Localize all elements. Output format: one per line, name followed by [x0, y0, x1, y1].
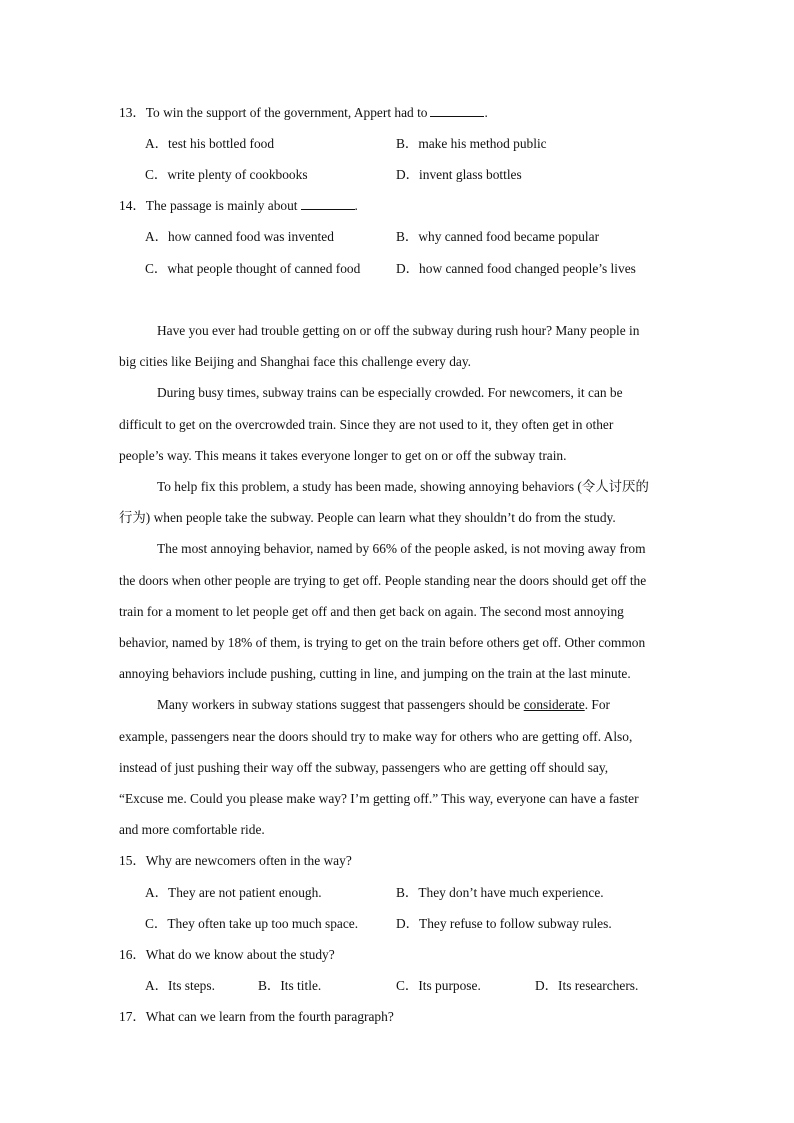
q15-option-a: A．They are not patient enough. [145, 885, 322, 900]
question-14-tail: . [354, 198, 358, 213]
q15-option-c: C．They often take up too much space. [145, 916, 359, 931]
passage-p5-line2: example, passengers near the doors should try to make way for others who are getting off. Also, [119, 729, 633, 744]
passage-p3-line2: 行为) when people take the subway. People can learn what they shouldn’t do from the study. [119, 510, 616, 525]
q16-option-b: B．Its title. [258, 978, 322, 993]
question-14-text: 14．The passage is mainly about [119, 198, 298, 213]
passage-p2-line2: difficult to get on the overcrowded train. Since they are not used to it, they often get in other [119, 417, 614, 432]
passage-p4-line4: behavior, named by 18% of them, is trying to get on the train before others get off. Other common [119, 635, 646, 650]
passage-p5-line3: instead of just pushing their way off the subway, passengers who are getting off should say, [119, 760, 609, 775]
q16-option-a: A．Its steps. [145, 978, 215, 993]
question-13-tail: . [484, 105, 488, 120]
passage-p4-line3: train for a moment to let people get off and then get back on again. The second most annoying [119, 604, 624, 619]
q14-option-c: C．what people thought of canned food [145, 261, 361, 276]
q13-option-d: D．invent glass bottles [396, 167, 522, 182]
passage-p5-text: Many workers in subway stations suggest that passengers should be [157, 697, 521, 712]
q15-option-b: B．They don’t have much experience. [396, 885, 604, 900]
passage-p5-line5: and more comfortable ride. [119, 822, 265, 837]
passage-p5-line4: “Excuse me. Could you please make way? I’m getting off.” This way, everyone can have a faster [119, 791, 639, 806]
q14-option-a: A．how canned food was invented [145, 229, 334, 244]
passage-p3-line1: To help fix this problem, a study has been made, showing annoying behaviors (令人讨厌的 [157, 479, 649, 494]
question-13-stem [119, 105, 488, 121]
passage-p4-line1: The most annoying behavior, named by 66% of the people asked, is not moving away from [157, 541, 646, 556]
answer-blank [301, 198, 355, 210]
answer-blank [430, 105, 484, 117]
passage-p4-line5: annoying behaviors include pushing, cutting in line, and jumping on the train at the last minute. [119, 666, 631, 681]
question-14-stem [119, 198, 358, 214]
question-13-text: 13．To win the support of the government, Appert had to [119, 105, 428, 120]
q16-option-d: D．Its researchers. [535, 978, 639, 993]
q15-option-d: D．They refuse to follow subway rules. [396, 916, 612, 931]
underlined-word: considerate [523, 697, 585, 712]
passage-p2-line1: During busy times, subway trains can be especially crowded. For newcomers, it can be [157, 385, 623, 400]
q13-option-b: B．make his method public [396, 136, 547, 151]
question-17-stem: 17．What can we learn from the fourth paragraph? [119, 1009, 394, 1024]
q13-option-a: A．test his bottled food [145, 136, 275, 151]
passage-p1-line2: big cities like Beijing and Shanghai face this challenge every day. [119, 354, 472, 369]
q14-option-d: D．how canned food changed people’s lives [396, 261, 636, 276]
q16-option-c: C．Its purpose. [396, 978, 481, 993]
question-16-stem: 16．What do we know about the study? [119, 947, 335, 962]
passage-p5-text-end: . For [584, 697, 611, 712]
q14-option-b: B．why canned food became popular [396, 229, 600, 244]
passage-p5-line1 [157, 697, 610, 713]
passage-p2-line3: people’s way. This means it takes everyone longer to get on or off the subway train. [119, 448, 567, 463]
passage-p1-line1: Have you ever had trouble getting on or off the subway during rush hour? Many people in [157, 323, 640, 338]
question-15-stem: 15．Why are newcomers often in the way? [119, 853, 352, 868]
passage-p4-line2: the doors when other people are trying to get off. People standing near the doors should get off the [119, 573, 647, 588]
q13-option-c: C．write plenty of cookbooks [145, 167, 308, 182]
